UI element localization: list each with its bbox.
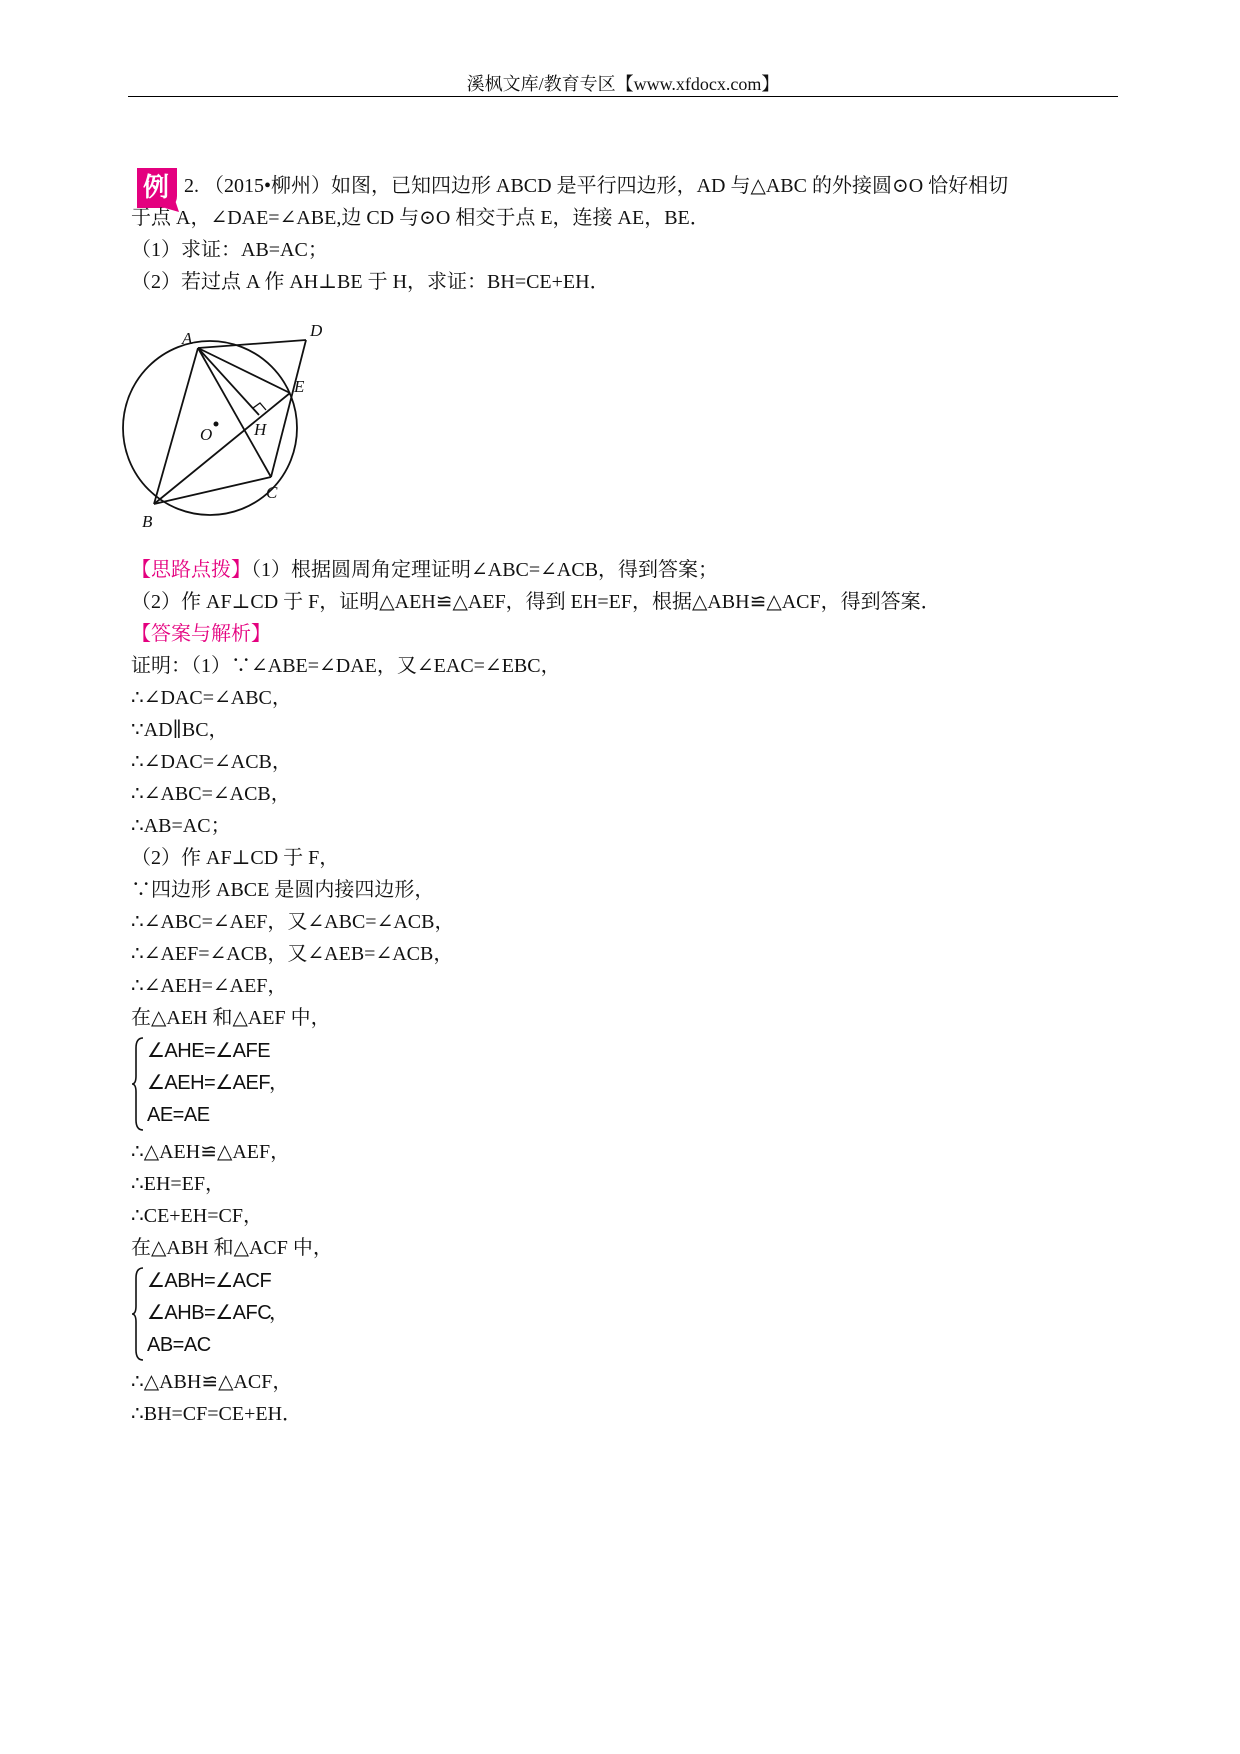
answer-line: 证明：（1）∵∠ABE=∠DAE，又∠EAC=∠EBC， [131, 655, 561, 677]
left-brace-icon [131, 1036, 145, 1132]
label-b: B [142, 512, 153, 530]
answer-line: ∴∠DAC=∠ABC， [131, 687, 292, 709]
hint-title: 【思路点拨】 [131, 559, 251, 581]
answer-line: ∵四边形 ABCE 是圆内接四边形， [131, 879, 435, 901]
answer-line: ∵AD∥BC， [131, 719, 229, 741]
system-row: ∠AEH=∠AEF [147, 1072, 271, 1094]
label-e: E [294, 377, 305, 396]
hint-text-1: （1）根据圆周角定理证明∠ABC=∠ACB，得到答案； [251, 559, 719, 581]
answer-line: ∴BH=CF=CE+EH． [131, 1403, 303, 1425]
system-tail: ， [269, 1072, 289, 1094]
label-d: D [310, 321, 323, 340]
answer-line: （2）作 AF⊥CD 于 F， [131, 847, 340, 869]
system-tail: ， [269, 1302, 289, 1324]
label-h: H [254, 420, 267, 439]
problem-part-2: （2）若过点 A 作 AH⊥BE 于 H，求证：BH=CE+EH． [131, 271, 610, 293]
answer-line: ∴CE+EH=CF， [131, 1205, 263, 1227]
problem-line-2: 于点 A，∠DAE=∠ABE,边 CD 与⊙O 相交于点 E，连接 AE，BE． [131, 207, 710, 229]
system-row: ∠AHE=∠AFE [147, 1040, 271, 1062]
label-c: C [266, 483, 278, 502]
label-o: O [200, 425, 213, 444]
answer-line: ∴AB=AC； [131, 815, 231, 837]
equation-system-2 [131, 1266, 351, 1362]
system-row: ∠AHB=∠AFC [147, 1302, 272, 1324]
problem-line-1: 2. （2015•柳州）如图，已知四边形 ABCD 是平行四边形，AD 与△ABC 的外接圆⊙O 恰好相切 [184, 175, 1009, 197]
badge-label: 例 [142, 173, 170, 203]
answer-line: 在△ABH 和△ACF 中， [131, 1237, 333, 1259]
problem-part-1: （1）求证：AB=AC； [131, 239, 328, 261]
answer-line: ∴∠ABC=∠ACB， [131, 783, 291, 805]
system-row: AE=AE [147, 1104, 210, 1126]
hint-line-1 [131, 554, 718, 586]
answer-line: ∴∠ABC=∠AEF，又∠ABC=∠ACB， [131, 911, 455, 933]
equation-system-1 [131, 1036, 351, 1132]
hint-text-2: （2）作 AF⊥CD 于 F，证明△AEH≌△AEF，得到 EH=EF，根据△ABH≌△ACF，得到答案． [131, 591, 941, 613]
answer-line: ∴EH=EF， [131, 1173, 226, 1195]
answer-line: ∴∠AEF=∠ACB，又∠AEB=∠ACB， [131, 943, 454, 965]
left-brace-icon [131, 1266, 145, 1362]
geometry-figure [120, 320, 330, 530]
answer-title: 【答案与解析】 [131, 623, 271, 645]
system-row: ∠ABH=∠ACF [147, 1270, 272, 1292]
answer-line: ∴∠DAC=∠ACB， [131, 751, 292, 773]
system-row: AB=AC [147, 1334, 211, 1356]
header-rule [128, 96, 1118, 97]
label-a: A [182, 329, 193, 348]
answer-line: ∴∠AEH=∠AEF， [131, 975, 288, 997]
answer-line: ∴△ABH≌△ACF， [131, 1371, 293, 1393]
answer-line: ∴△AEH≌△AEF， [131, 1141, 291, 1163]
answer-line: 在△AEH 和△AEF 中， [131, 1007, 331, 1029]
page-header: 溪枫文库/教育专区【www.xfdocx.com】 [466, 74, 780, 94]
